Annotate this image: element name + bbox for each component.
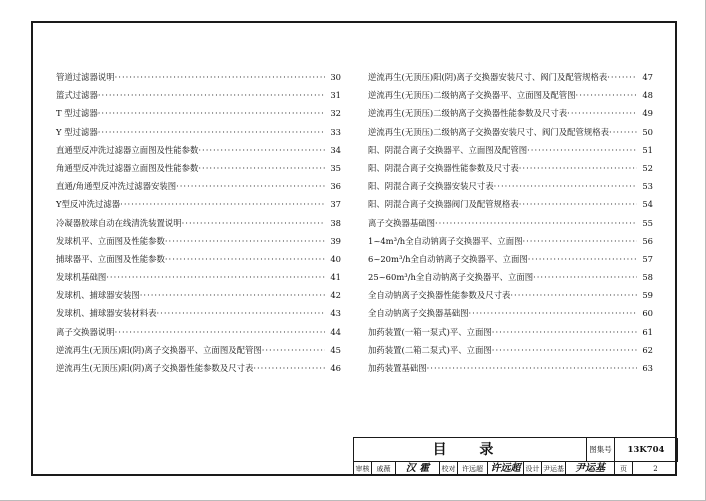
toc-entry-page: 36 [330,181,341,192]
toc-entry-title: 捕球器平、立面图及性能参数 [56,253,165,264]
toc-entry-page: 39 [330,235,341,246]
toc-entry-page: 31 [330,90,341,101]
toc-entry-title: 角通型反冲洗过滤器立面图及性能参数 [56,162,199,173]
toc-leader-dots [115,68,325,86]
toc-leader-dots [533,268,637,286]
toc-entry-title: 发球机基础图 [56,272,107,283]
title-block [353,437,677,476]
toc-entry-title: 加药装置(二箱二泵式)平、立面图 [368,344,492,355]
toc-entry [368,141,653,159]
toc-entry-title: 阳、阴混合离子交换器平、立面图及配管图 [368,144,528,155]
toc-entry [56,341,341,359]
toc-entry-page: 46 [330,363,341,373]
page-number: 2 [653,465,658,473]
page-title: 目 录 [354,438,587,462]
toc-right-column [368,68,653,377]
toc-leader-dots [576,86,637,104]
toc-leader-dots [165,250,325,268]
toc-entry [56,68,341,86]
toc-leader-dots [492,341,637,359]
toc-entry-page: 51 [642,144,653,155]
toc-entry-page: 47 [642,72,653,82]
toc-entry [368,323,653,341]
toc-entry [368,86,653,104]
toc-entry-title: 发球机、捕球器安装材料表 [56,308,157,319]
toc-entry-title: Y 型过滤器 [56,126,98,137]
toc-entry-page: 54 [642,199,653,210]
toc-leader-dots [519,195,637,213]
toc-entry [56,159,341,177]
toc-entry-page: 60 [642,308,653,319]
toc-entry [368,268,653,286]
atlas-number: 13K704 [615,438,678,462]
toc-entry-page: 40 [330,253,341,264]
designer-name: 尹运基 [542,462,566,476]
toc-leader-dots [176,177,325,195]
toc-entry-page: 32 [330,108,341,119]
toc-entry-page: 48 [642,90,653,101]
reviewer-name: 戚薇 [372,462,396,476]
toc-entry-title: 25~60m³/h全自动钠离子交换器平、立面图 [368,272,534,283]
toc-entry [368,250,653,268]
toc-leader-dots [98,86,325,104]
designer-signature: 尹运基 [566,462,615,476]
toc-entry-page: 61 [642,326,653,337]
toc-entry [56,304,341,322]
toc-leader-dots [98,104,325,122]
toc-leader-dots [519,159,637,177]
atlas-label: 图集号 [587,438,615,462]
toc-leader-dots [510,286,637,304]
toc-entry-title: 直通型反冲洗过滤器立面图及性能参数 [56,144,199,155]
toc-leader-dots [165,232,325,250]
toc-entry [56,104,341,122]
toc-entry-page: 42 [330,290,341,301]
toc-leader-dots [607,68,637,86]
toc-entry-title: 冷凝器胶球自动在线清洗装置说明 [56,217,182,228]
toc-entry [56,250,341,268]
toc-entry-title: 逆流再生(无顶压)二级钠离子交换器性能参数及尺寸表 [368,108,568,119]
toc-entry-title: 阳、阴混合离子交换器阀门及配管规格表 [368,199,519,210]
toc-leader-dots [528,250,637,268]
toc-leader-dots [522,232,637,250]
toc-entry-page: 53 [642,181,653,192]
toc-entry-title: 篮式过滤器 [56,90,98,101]
toc-entry [368,304,653,322]
toc-entry [56,268,341,286]
toc-entry [56,214,341,232]
toc-entry-page: 37 [330,199,341,210]
toc-entry-title: 阳、阴混合离子交换器性能参数及尺寸表 [368,162,519,173]
toc-entry-title: 全自动钠离子交换器基础图 [368,308,469,319]
toc-leader-dots [492,323,637,341]
toc-entry [56,323,341,341]
toc-leader-dots [98,123,325,141]
toc-entry-title: 阳、阴混合离子交换器安装尺寸表 [368,181,494,192]
toc-leader-dots [567,104,637,122]
toc-entry [56,141,341,159]
toc-entry-page: 34 [330,144,341,155]
toc-entry-page: 35 [330,162,341,173]
toc-leader-dots [120,195,325,213]
toc-entry-page: 56 [642,235,653,246]
review-label: 审核 [354,462,372,476]
toc-leader-dots [609,123,637,141]
toc-entry [368,195,653,213]
checker-signature: 许远超 [488,462,524,476]
page-label: 页 [615,462,633,476]
toc-entry [56,123,341,141]
toc-entry-title: 逆流再生(无顶压)阳(阴)离子交换器性能参数及尺寸表 [56,363,254,373]
check-label: 校对 [440,462,458,476]
toc-entry [368,68,653,86]
toc-entry-page: 52 [642,162,653,173]
toc-entry [56,86,341,104]
toc-entry [368,232,653,250]
toc-entry [368,359,653,377]
toc-entry-title: 1~4m³/h全自动钠离子交换器平、立面图 [368,235,523,246]
toc-entry [56,286,341,304]
toc-entry-page: 62 [642,344,653,355]
toc-entry [56,195,341,213]
toc-entry [368,159,653,177]
toc-entry [56,232,341,250]
toc-entry [368,341,653,359]
toc-leader-dots [106,268,325,286]
toc-entry-page: 43 [330,308,341,319]
toc-entry-title: 管道过滤器说明 [56,72,115,82]
toc-entry-page: 58 [642,272,653,283]
toc-entry-title: T 型过滤器 [56,108,98,119]
toc-entry [368,177,653,195]
toc-leader-dots [115,323,325,341]
toc-entry-title: 直通/角通型反冲洗过滤器安装图 [56,181,177,192]
toc-entry-page: 49 [642,108,653,119]
toc-entry-page: 38 [330,217,341,228]
toc-entry-title: 逆流再生(无顶压)二级钠离子交换器平、立面图及配管图 [368,90,576,101]
toc-entry [56,359,341,377]
design-label: 设计 [524,462,542,476]
toc-leader-dots [527,141,637,159]
toc-entry-title: 加药装置基础图 [368,363,427,373]
toc-leader-dots [469,304,638,322]
toc-entry-page: 41 [330,272,341,283]
toc-entry-page: 33 [330,126,341,137]
toc-entry [368,286,653,304]
toc-entry-title: 全自动钠离子交换器性能参数及尺寸表 [368,290,511,301]
toc-leader-dots [435,214,637,232]
toc-left-column [56,68,341,377]
toc-entry-page: 59 [642,290,653,301]
toc-entry [368,123,653,141]
toc-leader-dots [198,159,325,177]
toc-entry-page: 44 [330,326,341,337]
toc-entry-title: 加药装置(一箱一泵式)平、立面图 [368,326,492,337]
toc-entry-title: 发球机平、立面图及性能参数 [56,235,165,246]
toc-leader-dots [198,141,325,159]
toc-entry-title: Y型反冲洗过滤器 [56,199,121,210]
toc-leader-dots [140,286,325,304]
toc-leader-dots [182,214,325,232]
toc-entry-title: 逆流再生(无顶压)阳(阴)离子交换器安装尺寸、阀门及配管规格表 [368,72,608,82]
toc-entry-title: 离子交换器基础图 [368,217,435,228]
toc-entry-page: 50 [642,126,653,137]
toc-entry-page: 45 [330,344,341,355]
toc-leader-dots [157,304,326,322]
toc-entry-page: 57 [642,253,653,264]
toc-entry-page: 55 [642,217,653,228]
toc-entry-page: 63 [642,363,653,373]
toc-leader-dots [262,341,325,359]
toc-entry [368,214,653,232]
toc-entry-title: 6~20m³/h全自动钠离子交换器平、立面图 [368,253,528,264]
toc-entry-title: 离子交换器说明 [56,326,115,337]
signature-row [354,462,678,476]
toc-entry-title: 发球机、捕球器安装图 [56,290,140,301]
toc-entry-title: 逆流再生(无顶压)二级钠离子交换器安装尺寸、阀门及配管规格表 [368,126,610,137]
toc-entry [368,104,653,122]
toc-entry-title: 逆流再生(无顶压)阳(阴)离子交换器平、立面图及配管图 [56,344,262,355]
checker-name: 许远超 [458,462,488,476]
reviewer-signature: 汉 霍 [396,462,440,476]
toc-leader-dots [253,359,325,377]
toc-leader-dots [494,177,637,195]
toc-entry-page: 30 [330,72,341,82]
toc-entry [56,177,341,195]
toc-leader-dots [427,359,637,377]
